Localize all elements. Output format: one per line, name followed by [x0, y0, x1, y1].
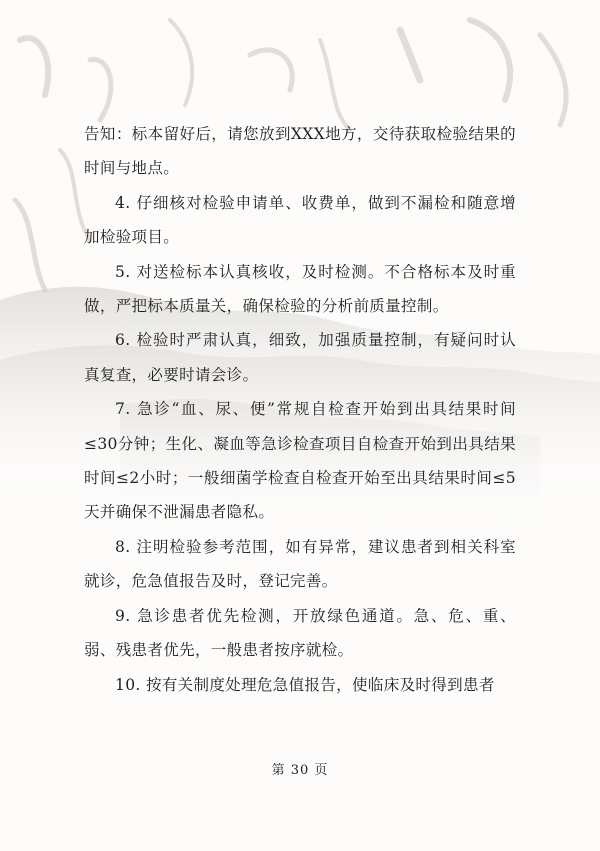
page-number: 第 30 页	[271, 763, 329, 778]
paragraph-item-4: 4. 仔细核对检验申请单、收费单，做到不漏检和随意增加检验项目。	[84, 193, 516, 247]
document-body	[84, 117, 516, 702]
paragraph-item-9: 9. 急诊患者优先检测，开放绿色通道。急、危、重、弱、残患者优先，一般患者按序就检。	[84, 606, 516, 660]
paragraph-item-7: 7. 急诊“血、尿、便”常规自检查开始到出具结果时间≤30分钟；生化、凝血等急诊检查项目自检查开始到出具结果时间≤2小时；一般细菌学检查自检查开始至出具结果时间≤5天并确保不泄漏患者隐私。	[84, 400, 516, 522]
paragraph-item-10: 10. 按有关制度处理危急值报告，使临床及时得到患者	[115, 675, 495, 694]
paragraph-continuation: 告知：标本留好后，请您放到XXX地方，交待获取检验结果的时间与地点。	[84, 125, 516, 178]
paragraph-item-5: 5. 对送检标本认真核收，及时检测。不合格标本及时重做，严把标本质量关，确保检验的分析前质量控制。	[84, 262, 516, 316]
paragraph-item-8: 8. 注明检验参考范围，如有异常，建议患者到相关科室就诊，危急值报告及时，登记完善。	[84, 537, 516, 591]
paragraph-item-6: 6. 检验时严肃认真，细致，加强质量控制，有疑问时认真复查，必要时请会诊。	[84, 331, 516, 384]
